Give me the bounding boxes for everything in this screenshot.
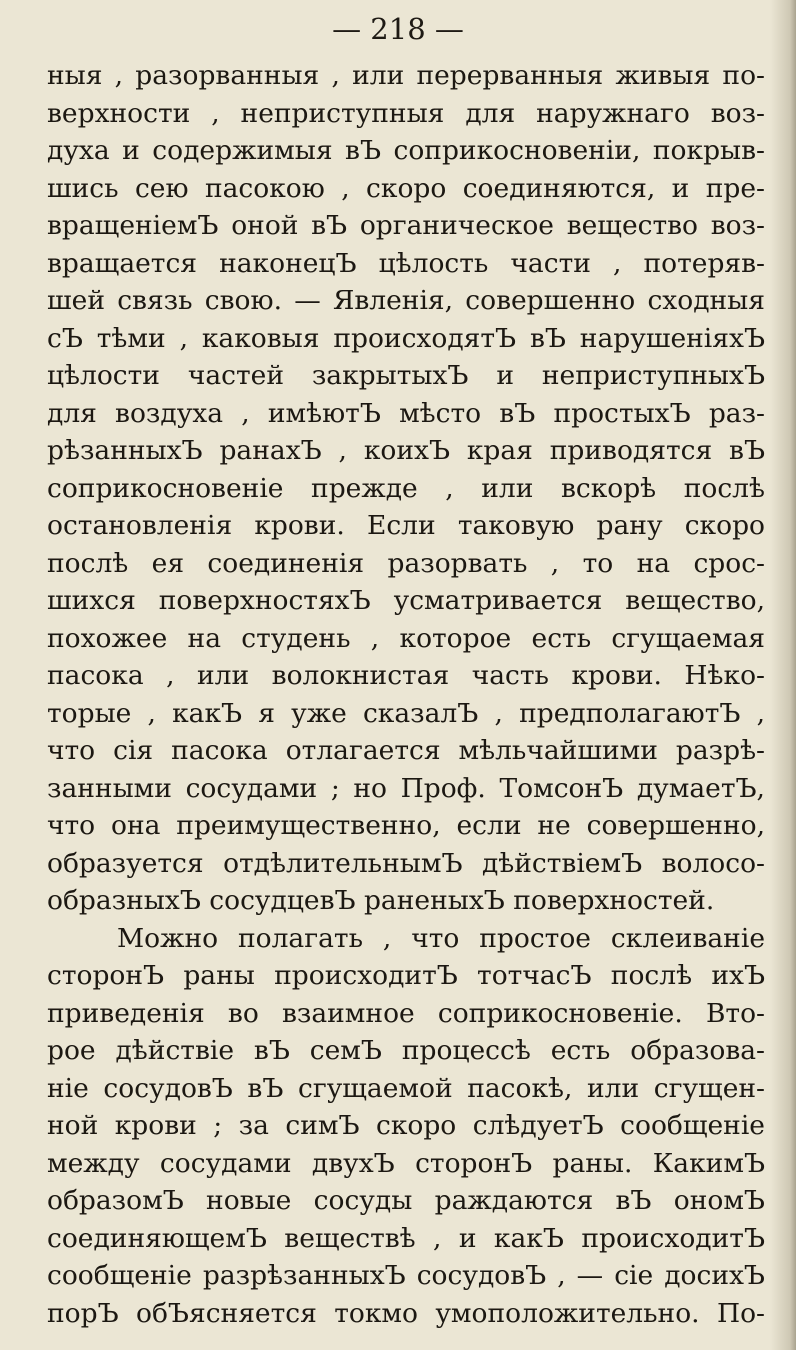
- page-number: — 218 —: [332, 12, 464, 46]
- text-line: для воздуха , имѣютЪ мѣсто вЪ простыхЪ раз-: [47, 397, 765, 429]
- paragraph-last-line: образныхЪ сосудцевЪ раненыхЪ поверхностей.: [47, 885, 715, 916]
- text-line: нiе сосудовЪ вЪ сгущаемой пасокѣ, или сгущен-: [47, 1072, 765, 1104]
- text-line: духа и содержимыя вЪ соприкосновенiи, покрыв-: [47, 135, 765, 166]
- text-line: рѣзанныхЪ ранахЪ , коихЪ края приводятся вЪ: [47, 435, 765, 466]
- text-line: послѣ ея соединенiя разорвать , то на срос-: [47, 547, 765, 579]
- text-line: рое дѣйствiе вЪ семЪ процессѣ есть образова-: [47, 1035, 765, 1066]
- text-line: что она преимущественно, если не совершенно,: [47, 810, 765, 841]
- paragraph-first-line: Можно полагать , что простое склеиванiе: [117, 922, 765, 954]
- text-line: что сiя пасока отлагается мѣльчайшими разрѣ-: [47, 735, 765, 766]
- text-line: ной крови ; за симЪ скоро слѣдуетЪ сообщенiе: [47, 1110, 765, 1141]
- text-line: сообщенiе разрѣзанныхЪ сосудовЪ , — сiе досихЪ: [47, 1260, 765, 1291]
- text-line: шей связь свою. — Явленiя, совершенно сходныя: [47, 285, 765, 316]
- text-line: приведенiя во взаимное соприкосновенiе. Вто-: [47, 997, 765, 1029]
- text-line: вращенiемЪ оной вЪ органическое вещество воз-: [47, 210, 765, 241]
- text-line: ныя , разорванныя , или перерванныя живыя по-: [47, 60, 765, 91]
- text-line: цѣлости частей закрытыхЪ и неприступныхЪ: [47, 360, 765, 391]
- text-line: порЪ обЪясняется токмо умоположительно. По-: [47, 1297, 765, 1329]
- text-line: образомЪ новые сосуды раждаются вЪ ономЪ: [47, 1185, 765, 1216]
- text-line: шись сею пасокою , скоро соединяются, и пре-: [47, 172, 765, 204]
- text-line: вращается наконецЪ цѣлость части , потеряв-: [47, 247, 765, 279]
- text-line: пасока , или волокнистая часть крови. Нѣко-: [47, 660, 765, 691]
- text-line: похожее на студень , которое есть сгущаемая: [47, 622, 765, 654]
- text-line: соприкосновенiе прежде , или вскорѣ послѣ: [47, 472, 765, 504]
- text-line: между сосудами двухЪ сторонЪ раны. КакимЪ: [47, 1147, 765, 1179]
- text-line: верхности , неприступныя для наружнаго воз-: [47, 97, 765, 129]
- text-line: сторонЪ раны происходитЪ тотчасЪ послѣ ихЪ: [47, 960, 765, 991]
- text-line: шихся поверхностяхЪ усматривается вещество,: [47, 585, 765, 616]
- text-line: сЪ тѣми , каковыя происходятЪ вЪ нарушенiяхЪ: [47, 322, 765, 354]
- text-line: соединяющемЪ веществѣ , и какЪ происходитЪ: [47, 1222, 765, 1254]
- body-text: [47, 57, 765, 1332]
- text-line: образуется отдѣлительнымЪ дѣйствiемЪ волосо-: [47, 847, 765, 879]
- text-line: торые , какЪ я уже сказалЪ , предполагаютЪ ,: [47, 697, 765, 729]
- text-line: занными сосудами ; но Проф. ТомсонЪ думаетЪ,: [47, 772, 765, 804]
- text-line: остановленiя крови. Если таковую рану скоро: [47, 510, 765, 541]
